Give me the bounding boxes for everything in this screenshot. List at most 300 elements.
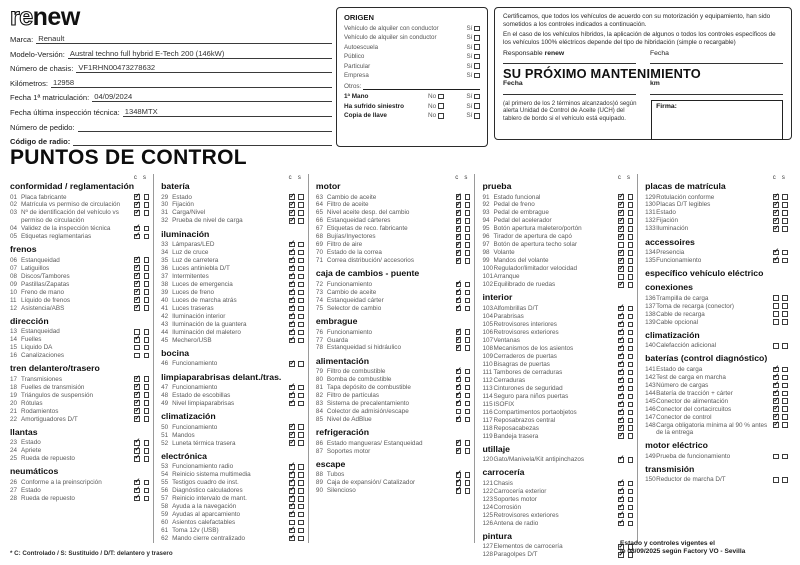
controlado-checkbox[interactable] (456, 218, 462, 224)
sustituido-checkbox[interactable] (628, 194, 634, 200)
controlado-checkbox[interactable] (618, 266, 624, 272)
sustituido-checkbox[interactable] (628, 513, 634, 519)
controlado-checkbox[interactable] (289, 480, 295, 486)
sustituido-checkbox[interactable] (465, 242, 471, 248)
sustituido-checkbox[interactable] (628, 418, 634, 424)
controlado-checkbox[interactable] (618, 306, 624, 312)
sustituido-checkbox[interactable] (628, 489, 634, 495)
controlado-checkbox[interactable] (618, 346, 624, 352)
sustituido-checkbox[interactable] (144, 448, 150, 454)
sustituido-checkbox[interactable] (144, 376, 150, 382)
controlado-checkbox[interactable] (456, 242, 462, 248)
sustituido-checkbox[interactable] (782, 477, 788, 483)
controlado-checkbox[interactable] (456, 282, 462, 288)
controlado-checkbox[interactable] (289, 218, 295, 224)
controlado-checkbox[interactable] (618, 410, 624, 416)
sustituido-checkbox[interactable] (628, 274, 634, 280)
controlado-checkbox[interactable] (456, 448, 462, 454)
origen-si-checkbox[interactable] (474, 35, 480, 41)
controlado-checkbox[interactable] (289, 258, 295, 264)
controlado-checkbox[interactable] (289, 385, 295, 391)
controlado-checkbox[interactable] (134, 345, 140, 351)
controlado-checkbox[interactable] (456, 401, 462, 407)
controlado-checkbox[interactable] (618, 330, 624, 336)
controlado-checkbox[interactable] (289, 424, 295, 430)
sustituido-checkbox[interactable] (628, 457, 634, 463)
controlado-checkbox[interactable] (773, 295, 779, 301)
sustituido-checkbox[interactable] (298, 393, 304, 399)
sustituido-checkbox[interactable] (782, 258, 788, 264)
sustituido-checkbox[interactable] (628, 242, 634, 248)
controlado-checkbox[interactable] (134, 488, 140, 494)
origen-si-checkbox[interactable] (474, 44, 480, 50)
controlado-checkbox[interactable] (773, 375, 779, 381)
sustituido-checkbox[interactable] (628, 425, 634, 431)
sustituido-checkbox[interactable] (628, 218, 634, 224)
sustituido-checkbox[interactable] (628, 497, 634, 503)
controlado-checkbox[interactable] (289, 322, 295, 328)
sustituido-checkbox[interactable] (628, 370, 634, 376)
controlado-checkbox[interactable] (773, 414, 779, 420)
controlado-checkbox[interactable] (618, 314, 624, 320)
sustituido-checkbox[interactable] (465, 417, 471, 423)
controlado-checkbox[interactable] (456, 194, 462, 200)
controlado-checkbox[interactable] (618, 394, 624, 400)
sustituido-checkbox[interactable] (465, 488, 471, 494)
controlado-checkbox[interactable] (134, 456, 140, 462)
controlado-checkbox[interactable] (618, 418, 624, 424)
sustituido-checkbox[interactable] (144, 194, 150, 200)
sustituido-checkbox[interactable] (144, 400, 150, 406)
controlado-checkbox[interactable] (618, 242, 624, 248)
controlado-checkbox[interactable] (456, 385, 462, 391)
sustituido-checkbox[interactable] (298, 480, 304, 486)
sustituido-checkbox[interactable] (465, 298, 471, 304)
controlado-checkbox[interactable] (134, 496, 140, 502)
controlado-checkbox[interactable] (134, 194, 140, 200)
sustituido-checkbox[interactable] (144, 226, 150, 232)
sustituido-checkbox[interactable] (144, 273, 150, 279)
sustituido-checkbox[interactable] (298, 210, 304, 216)
sustituido-checkbox[interactable] (144, 480, 150, 486)
sustituido-checkbox[interactable] (298, 250, 304, 256)
controlado-checkbox[interactable] (618, 457, 624, 463)
controlado-checkbox[interactable] (289, 330, 295, 336)
sustituido-checkbox[interactable] (298, 242, 304, 248)
controlado-checkbox[interactable] (289, 290, 295, 296)
controlado-checkbox[interactable] (134, 440, 140, 446)
controlado-checkbox[interactable] (289, 274, 295, 280)
controlado-checkbox[interactable] (456, 417, 462, 423)
controlado-checkbox[interactable] (289, 393, 295, 399)
controlado-checkbox[interactable] (773, 210, 779, 216)
sustituido-checkbox[interactable] (144, 281, 150, 287)
controlado-checkbox[interactable] (134, 408, 140, 414)
sustituido-checkbox[interactable] (298, 472, 304, 478)
controlado-checkbox[interactable] (134, 273, 140, 279)
sustituido-checkbox[interactable] (628, 402, 634, 408)
sustituido-checkbox[interactable] (298, 314, 304, 320)
sustituido-checkbox[interactable] (465, 480, 471, 486)
sustituido-checkbox[interactable] (465, 377, 471, 383)
sustituido-checkbox[interactable] (144, 234, 150, 240)
origen-si-checkbox[interactable] (474, 26, 480, 32)
sustituido-checkbox[interactable] (298, 512, 304, 518)
controlado-checkbox[interactable] (773, 477, 779, 483)
controlado-checkbox[interactable] (456, 329, 462, 335)
sustituido-checkbox[interactable] (465, 369, 471, 375)
controlado-checkbox[interactable] (618, 210, 624, 216)
controlado-checkbox[interactable] (773, 391, 779, 397)
sustituido-checkbox[interactable] (144, 289, 150, 295)
origen-si-checkbox[interactable] (474, 94, 480, 100)
sustituido-checkbox[interactable] (144, 210, 150, 216)
sustituido-checkbox[interactable] (782, 226, 788, 232)
sustituido-checkbox[interactable] (144, 297, 150, 303)
sustituido-checkbox[interactable] (465, 409, 471, 415)
origen-si-checkbox[interactable] (474, 113, 480, 119)
controlado-checkbox[interactable] (618, 370, 624, 376)
controlado-checkbox[interactable] (289, 298, 295, 304)
controlado-checkbox[interactable] (289, 250, 295, 256)
controlado-checkbox[interactable] (289, 488, 295, 494)
sustituido-checkbox[interactable] (628, 258, 634, 264)
controlado-checkbox[interactable] (134, 265, 140, 271)
sustituido-checkbox[interactable] (628, 505, 634, 511)
sustituido-checkbox[interactable] (628, 354, 634, 360)
controlado-checkbox[interactable] (618, 322, 624, 328)
sustituido-checkbox[interactable] (628, 330, 634, 336)
sustituido-checkbox[interactable] (298, 464, 304, 470)
controlado-checkbox[interactable] (456, 472, 462, 478)
sustituido-checkbox[interactable] (144, 408, 150, 414)
origen-si-checkbox[interactable] (474, 73, 480, 79)
sustituido-checkbox[interactable] (144, 488, 150, 494)
controlado-checkbox[interactable] (618, 274, 624, 280)
sustituido-checkbox[interactable] (465, 448, 471, 454)
controlado-checkbox[interactable] (456, 258, 462, 264)
controlado-checkbox[interactable] (134, 281, 140, 287)
sustituido-checkbox[interactable] (144, 456, 150, 462)
sustituido-checkbox[interactable] (782, 343, 788, 349)
sustituido-checkbox[interactable] (628, 210, 634, 216)
sustituido-checkbox[interactable] (465, 258, 471, 264)
controlado-checkbox[interactable] (773, 454, 779, 460)
controlado-checkbox[interactable] (289, 504, 295, 510)
controlado-checkbox[interactable] (618, 218, 624, 224)
controlado-checkbox[interactable] (773, 250, 779, 256)
controlado-checkbox[interactable] (134, 480, 140, 486)
sustituido-checkbox[interactable] (782, 303, 788, 309)
sustituido-checkbox[interactable] (782, 194, 788, 200)
sustituido-checkbox[interactable] (628, 266, 634, 272)
sustituido-checkbox[interactable] (465, 329, 471, 335)
sustituido-checkbox[interactable] (782, 202, 788, 208)
origen-si-checkbox[interactable] (474, 63, 480, 69)
origen-no-checkbox[interactable] (438, 113, 444, 119)
sustituido-checkbox[interactable] (144, 353, 150, 359)
controlado-checkbox[interactable] (618, 521, 624, 527)
sustituido-checkbox[interactable] (144, 440, 150, 446)
controlado-checkbox[interactable] (134, 289, 140, 295)
sustituido-checkbox[interactable] (628, 394, 634, 400)
sustituido-checkbox[interactable] (465, 306, 471, 312)
controlado-checkbox[interactable] (773, 303, 779, 309)
controlado-checkbox[interactable] (456, 226, 462, 232)
controlado-checkbox[interactable] (289, 496, 295, 502)
sustituido-checkbox[interactable] (782, 383, 788, 389)
sustituido-checkbox[interactable] (782, 210, 788, 216)
controlado-checkbox[interactable] (773, 226, 779, 232)
sustituido-checkbox[interactable] (628, 410, 634, 416)
controlado-checkbox[interactable] (618, 402, 624, 408)
controlado-checkbox[interactable] (773, 202, 779, 208)
controlado-checkbox[interactable] (289, 194, 295, 200)
controlado-checkbox[interactable] (618, 513, 624, 519)
sustituido-checkbox[interactable] (628, 433, 634, 439)
sustituido-checkbox[interactable] (298, 282, 304, 288)
sustituido-checkbox[interactable] (465, 194, 471, 200)
sustituido-checkbox[interactable] (144, 265, 150, 271)
controlado-checkbox[interactable] (618, 234, 624, 240)
sustituido-checkbox[interactable] (298, 520, 304, 526)
sustituido-checkbox[interactable] (298, 338, 304, 344)
controlado-checkbox[interactable] (289, 282, 295, 288)
controlado-checkbox[interactable] (618, 433, 624, 439)
controlado-checkbox[interactable] (618, 489, 624, 495)
controlado-checkbox[interactable] (134, 384, 140, 390)
controlado-checkbox[interactable] (289, 242, 295, 248)
controlado-checkbox[interactable] (134, 202, 140, 208)
sustituido-checkbox[interactable] (782, 398, 788, 404)
sustituido-checkbox[interactable] (465, 401, 471, 407)
sustituido-checkbox[interactable] (628, 322, 634, 328)
controlado-checkbox[interactable] (773, 311, 779, 317)
controlado-checkbox[interactable] (134, 376, 140, 382)
controlado-checkbox[interactable] (289, 536, 295, 542)
controlado-checkbox[interactable] (134, 226, 140, 232)
controlado-checkbox[interactable] (456, 393, 462, 399)
controlado-checkbox[interactable] (134, 400, 140, 406)
sustituido-checkbox[interactable] (628, 378, 634, 384)
controlado-checkbox[interactable] (456, 306, 462, 312)
controlado-checkbox[interactable] (289, 440, 295, 446)
sustituido-checkbox[interactable] (298, 274, 304, 280)
sustituido-checkbox[interactable] (144, 345, 150, 351)
controlado-checkbox[interactable] (289, 464, 295, 470)
controlado-checkbox[interactable] (456, 250, 462, 256)
sustituido-checkbox[interactable] (298, 290, 304, 296)
sustituido-checkbox[interactable] (465, 210, 471, 216)
controlado-checkbox[interactable] (456, 337, 462, 343)
sustituido-checkbox[interactable] (144, 384, 150, 390)
controlado-checkbox[interactable] (773, 367, 779, 373)
controlado-checkbox[interactable] (618, 378, 624, 384)
sustituido-checkbox[interactable] (298, 488, 304, 494)
sustituido-checkbox[interactable] (298, 528, 304, 534)
controlado-checkbox[interactable] (289, 361, 295, 367)
sustituido-checkbox[interactable] (628, 346, 634, 352)
controlado-checkbox[interactable] (289, 432, 295, 438)
sustituido-checkbox[interactable] (782, 414, 788, 420)
controlado-checkbox[interactable] (773, 383, 779, 389)
sustituido-checkbox[interactable] (465, 290, 471, 296)
controlado-checkbox[interactable] (618, 386, 624, 392)
controlado-checkbox[interactable] (773, 218, 779, 224)
controlado-checkbox[interactable] (289, 314, 295, 320)
sustituido-checkbox[interactable] (298, 401, 304, 407)
controlado-checkbox[interactable] (773, 422, 779, 428)
sustituido-checkbox[interactable] (144, 202, 150, 208)
sustituido-checkbox[interactable] (298, 202, 304, 208)
sustituido-checkbox[interactable] (782, 319, 788, 325)
sustituido-checkbox[interactable] (465, 385, 471, 391)
sustituido-checkbox[interactable] (298, 440, 304, 446)
controlado-checkbox[interactable] (456, 345, 462, 351)
sustituido-checkbox[interactable] (465, 393, 471, 399)
controlado-checkbox[interactable] (773, 343, 779, 349)
sustituido-checkbox[interactable] (782, 422, 788, 428)
sustituido-checkbox[interactable] (298, 385, 304, 391)
controlado-checkbox[interactable] (289, 472, 295, 478)
sustituido-checkbox[interactable] (298, 194, 304, 200)
controlado-checkbox[interactable] (456, 440, 462, 446)
controlado-checkbox[interactable] (456, 210, 462, 216)
controlado-checkbox[interactable] (289, 266, 295, 272)
controlado-checkbox[interactable] (618, 497, 624, 503)
sustituido-checkbox[interactable] (465, 345, 471, 351)
sustituido-checkbox[interactable] (298, 496, 304, 502)
controlado-checkbox[interactable] (134, 305, 140, 311)
sustituido-checkbox[interactable] (298, 424, 304, 430)
sustituido-checkbox[interactable] (298, 258, 304, 264)
controlado-checkbox[interactable] (456, 234, 462, 240)
controlado-checkbox[interactable] (134, 297, 140, 303)
sustituido-checkbox[interactable] (782, 406, 788, 412)
controlado-checkbox[interactable] (773, 398, 779, 404)
controlado-checkbox[interactable] (134, 257, 140, 263)
controlado-checkbox[interactable] (618, 425, 624, 431)
controlado-checkbox[interactable] (289, 202, 295, 208)
controlado-checkbox[interactable] (773, 319, 779, 325)
sustituido-checkbox[interactable] (144, 305, 150, 311)
controlado-checkbox[interactable] (456, 377, 462, 383)
sustituido-checkbox[interactable] (465, 337, 471, 343)
controlado-checkbox[interactable] (456, 488, 462, 494)
controlado-checkbox[interactable] (456, 409, 462, 415)
sustituido-checkbox[interactable] (298, 306, 304, 312)
controlado-checkbox[interactable] (618, 362, 624, 368)
controlado-checkbox[interactable] (134, 416, 140, 422)
sustituido-checkbox[interactable] (782, 218, 788, 224)
sustituido-checkbox[interactable] (465, 472, 471, 478)
sustituido-checkbox[interactable] (628, 521, 634, 527)
sustituido-checkbox[interactable] (782, 454, 788, 460)
controlado-checkbox[interactable] (618, 250, 624, 256)
sustituido-checkbox[interactable] (465, 440, 471, 446)
controlado-checkbox[interactable] (618, 258, 624, 264)
sustituido-checkbox[interactable] (298, 322, 304, 328)
sustituido-checkbox[interactable] (465, 226, 471, 232)
sustituido-checkbox[interactable] (628, 386, 634, 392)
sustituido-checkbox[interactable] (782, 367, 788, 373)
controlado-checkbox[interactable] (618, 481, 624, 487)
sustituido-checkbox[interactable] (144, 392, 150, 398)
sustituido-checkbox[interactable] (298, 266, 304, 272)
controlado-checkbox[interactable] (289, 306, 295, 312)
controlado-checkbox[interactable] (456, 290, 462, 296)
controlado-checkbox[interactable] (134, 448, 140, 454)
sustituido-checkbox[interactable] (298, 298, 304, 304)
controlado-checkbox[interactable] (289, 528, 295, 534)
controlado-checkbox[interactable] (456, 480, 462, 486)
controlado-checkbox[interactable] (134, 234, 140, 240)
controlado-checkbox[interactable] (773, 194, 779, 200)
origen-si-checkbox[interactable] (474, 54, 480, 60)
controlado-checkbox[interactable] (134, 337, 140, 343)
origen-si-checkbox[interactable] (474, 103, 480, 109)
controlado-checkbox[interactable] (773, 406, 779, 412)
controlado-checkbox[interactable] (289, 338, 295, 344)
sustituido-checkbox[interactable] (144, 496, 150, 502)
controlado-checkbox[interactable] (618, 282, 624, 288)
sustituido-checkbox[interactable] (298, 536, 304, 542)
sustituido-checkbox[interactable] (465, 234, 471, 240)
sustituido-checkbox[interactable] (298, 361, 304, 367)
sustituido-checkbox[interactable] (465, 250, 471, 256)
sustituido-checkbox[interactable] (298, 218, 304, 224)
controlado-checkbox[interactable] (618, 194, 624, 200)
controlado-checkbox[interactable] (289, 520, 295, 526)
sustituido-checkbox[interactable] (782, 311, 788, 317)
sustituido-checkbox[interactable] (144, 257, 150, 263)
controlado-checkbox[interactable] (618, 338, 624, 344)
sustituido-checkbox[interactable] (465, 282, 471, 288)
controlado-checkbox[interactable] (134, 353, 140, 359)
controlado-checkbox[interactable] (456, 202, 462, 208)
sustituido-checkbox[interactable] (628, 234, 634, 240)
sustituido-checkbox[interactable] (628, 250, 634, 256)
origen-no-checkbox[interactable] (438, 94, 444, 100)
sustituido-checkbox[interactable] (298, 330, 304, 336)
sustituido-checkbox[interactable] (782, 250, 788, 256)
sustituido-checkbox[interactable] (782, 295, 788, 301)
sustituido-checkbox[interactable] (628, 306, 634, 312)
sustituido-checkbox[interactable] (465, 202, 471, 208)
sustituido-checkbox[interactable] (144, 329, 150, 335)
sustituido-checkbox[interactable] (298, 504, 304, 510)
controlado-checkbox[interactable] (134, 210, 140, 216)
sustituido-checkbox[interactable] (628, 282, 634, 288)
sustituido-checkbox[interactable] (628, 202, 634, 208)
sustituido-checkbox[interactable] (782, 375, 788, 381)
sustituido-checkbox[interactable] (782, 391, 788, 397)
sustituido-checkbox[interactable] (628, 226, 634, 232)
controlado-checkbox[interactable] (773, 258, 779, 264)
controlado-checkbox[interactable] (134, 392, 140, 398)
sustituido-checkbox[interactable] (298, 432, 304, 438)
controlado-checkbox[interactable] (289, 210, 295, 216)
sustituido-checkbox[interactable] (628, 314, 634, 320)
controlado-checkbox[interactable] (618, 226, 624, 232)
controlado-checkbox[interactable] (289, 512, 295, 518)
sustituido-checkbox[interactable] (144, 416, 150, 422)
controlado-checkbox[interactable] (618, 202, 624, 208)
controlado-checkbox[interactable] (618, 354, 624, 360)
sustituido-checkbox[interactable] (465, 218, 471, 224)
controlado-checkbox[interactable] (618, 505, 624, 511)
origen-no-checkbox[interactable] (438, 103, 444, 109)
